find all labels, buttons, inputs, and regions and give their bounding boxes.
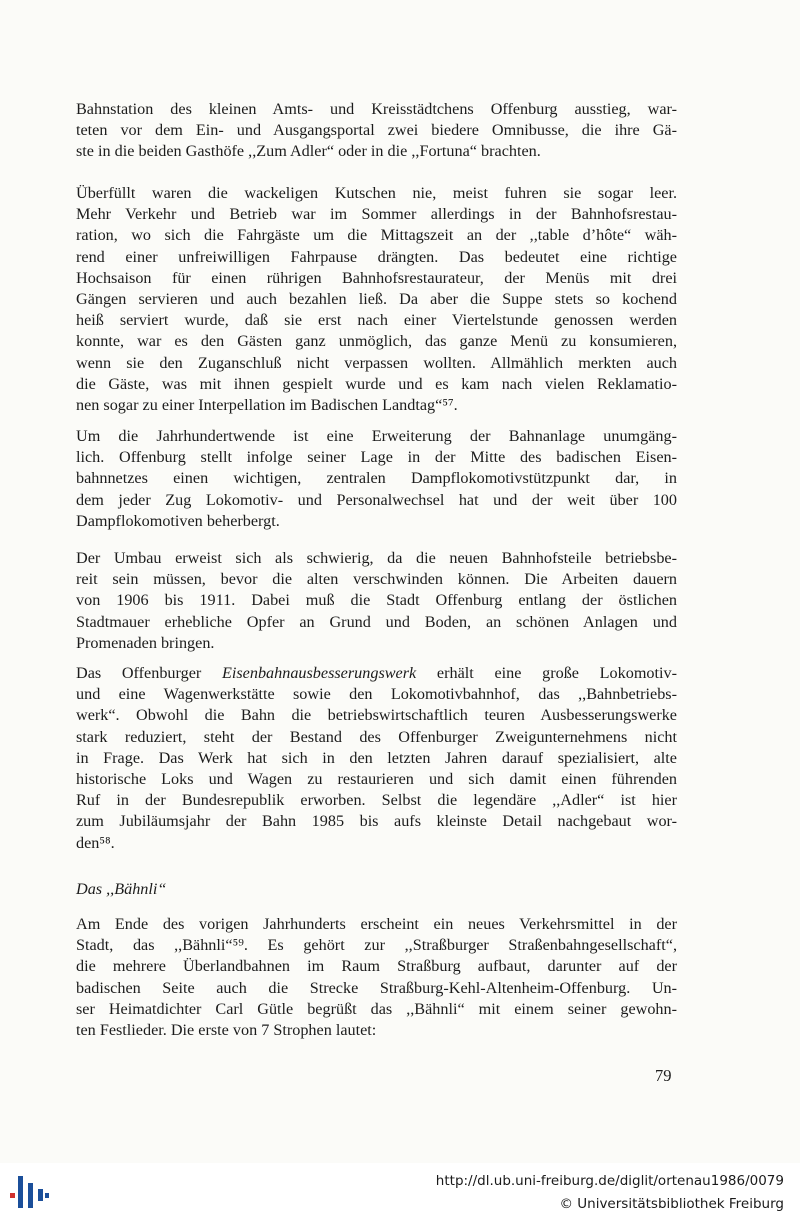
text-line: Ruf in der Bundesrepublik erworben. Selbst die legendäre ,,Adler“ ist hier [76, 791, 677, 810]
text-line: Das Offenburger Eisenbahnausbesserungswerk erhält eine große Lokomotiv- [76, 664, 677, 682]
paragraph-3 [76, 426, 677, 532]
text-line: Bahnstation des kleinen Amts- und Kreisstädtchens Offenburg ausstieg, war- [76, 100, 677, 118]
text-line: und eine Wagenwerkstätte sowie den Lokomotivbahnhof, das ,,Bahnbetriebs- [76, 685, 677, 704]
text-line: zum Jubiläumsjahr der Bahn 1985 bis aufs kleinste Detail nachgebaut wor- [76, 812, 677, 831]
footer-bar [0, 1163, 800, 1220]
text-line: Der Umbau erweist sich als schwierig, da die neuen Bahnhofsteile betriebsbe- [76, 549, 677, 567]
text-line: dem jeder Zug Lokomotiv- und Personalwechsel hat und der weit über 100 [76, 490, 677, 509]
text-line: in Frage. Das Werk hat sich in den letzten Jahren darauf spezialisiert, alte [76, 748, 677, 767]
text-line: Stadt, das ,,Bähnli“⁵⁹. Es gehört zur ,,Straßburger Straßenbahngesellschaft“, [76, 936, 677, 955]
text-line: nen sogar zu einer Interpellation im Badischen Landtag“⁵⁷. [76, 395, 458, 414]
paragraph-4 [76, 548, 677, 654]
text-line: Am Ende des vorigen Jahrhunderts erscheint ein neues Verkehrsmittel in der [76, 915, 677, 933]
text-line: Promenaden bringen. [76, 633, 215, 652]
permalink-url[interactable]: http://dl.ub.uni-freiburg.de/diglit/ortenau1986/0079 [435, 1173, 784, 1189]
text-line: historische Loks und Wagen zu restaurieren und sich damit einen führenden [76, 769, 677, 788]
text-line: den⁵⁸. [76, 833, 115, 852]
text-line: wenn sie den Zuganschluß nicht verpassen wollten. Allmählich merkten auch [76, 353, 677, 372]
text-line: konnte, war es den Gästen ganz unmöglich, das ganze Menü zu konsumieren, [76, 332, 677, 351]
text-line: rend einer unfreiwilligen Fahrpause drängten. Das bedeutet eine richtige [76, 247, 677, 266]
copyright-notice: © Universitätsbibliothek Freiburg [559, 1196, 784, 1212]
paragraph-2 [76, 183, 677, 416]
text-line: Mehr Verkehr und Betrieb war im Sommer allerdings in der Bahnhofsrestau- [76, 205, 677, 224]
text-line: teten vor dem Ein- und Ausgangsportal zwei biedere Omnibusse, die ihre Gä- [76, 121, 677, 140]
text-line: Überfüllt waren die wackeligen Kutschen nie, meist fuhren sie sogar leer. [76, 184, 677, 202]
text-line: werk“. Obwohl die Bahn die betriebswirtschaftlich teuren Ausbesserungswerke [76, 706, 677, 725]
text-line: die mehrere Überlandbahnen im Raum Straßburg aufbaut, darunter auf der [76, 957, 677, 976]
paragraph-5 [76, 663, 677, 854]
text-line: ser Heimatdichter Carl Gütle begrüßt das ,,Bähnli“ mit einem seiner gewohn- [76, 999, 677, 1018]
text-line: ten Festlieder. Die erste von 7 Strophen lautet: [76, 1020, 377, 1039]
text-line: stark reduziert, steht der Bestand des Offenburger Zweigunternehmens nicht [76, 727, 677, 746]
text-line: heiß serviert wurde, daß sie erst nach einer Viertelstunde genossen werden [76, 311, 677, 330]
text-line: reit sein müssen, bevor die alten verschwinden können. Die Arbeiten dauern [76, 570, 677, 589]
text-line: Dampflokomotiven beherbergt. [76, 511, 280, 530]
text-line: lich. Offenburg stellt infolge seiner Lage in der Mitte des badischen Eisen- [76, 448, 677, 467]
text-line: ste in die beiden Gasthöfe ,,Zum Adler“ oder in die ,,Fortuna“ brachten. [76, 142, 541, 161]
section-heading: Das ,,Bähnli“ [76, 880, 167, 898]
text-line: die Gäste, was mit ihnen gespielt wurde und es kam nach vielen Reklamatio- [76, 374, 677, 393]
text-line: bahnnetzes einen wichtigen, zentralen Dampflokomotivstützpunkt dar, in [76, 469, 677, 488]
text-line: Stadtmauer erhebliche Opfer an Grund und Boden, an schönen Anlagen und [76, 612, 677, 631]
emphasized-term: Eisenbahnausbesserungswerk [221, 664, 417, 682]
ub-freiburg-logo-icon[interactable] [8, 1171, 50, 1213]
page-number: 79 [655, 1066, 672, 1085]
text-line: Um die Jahrhundertwende ist eine Erweiterung der Bahnanlage unumgäng- [76, 427, 677, 445]
text-line: Gängen servieren und auch bezahlen ließ. Da aber die Suppe stets so kochend [76, 289, 677, 308]
text-line: ration, wo sich die Fahrgäste um die Mittagszeit an der ,,table d’hôte“ wäh- [76, 226, 677, 245]
paragraph-6 [76, 914, 677, 1041]
text-line: von 1906 bis 1911. Dabei muß die Stadt Offenburg entlang der östlichen [76, 591, 677, 610]
text-line: Hochsaison für einen rührigen Bahnhofsrestaurateur, der Menüs mit drei [76, 268, 677, 287]
text-line: badischen Seite auch die Strecke Straßburg-Kehl-Altenheim-Offenburg. Un- [76, 978, 677, 997]
paragraph-1 [76, 99, 677, 163]
